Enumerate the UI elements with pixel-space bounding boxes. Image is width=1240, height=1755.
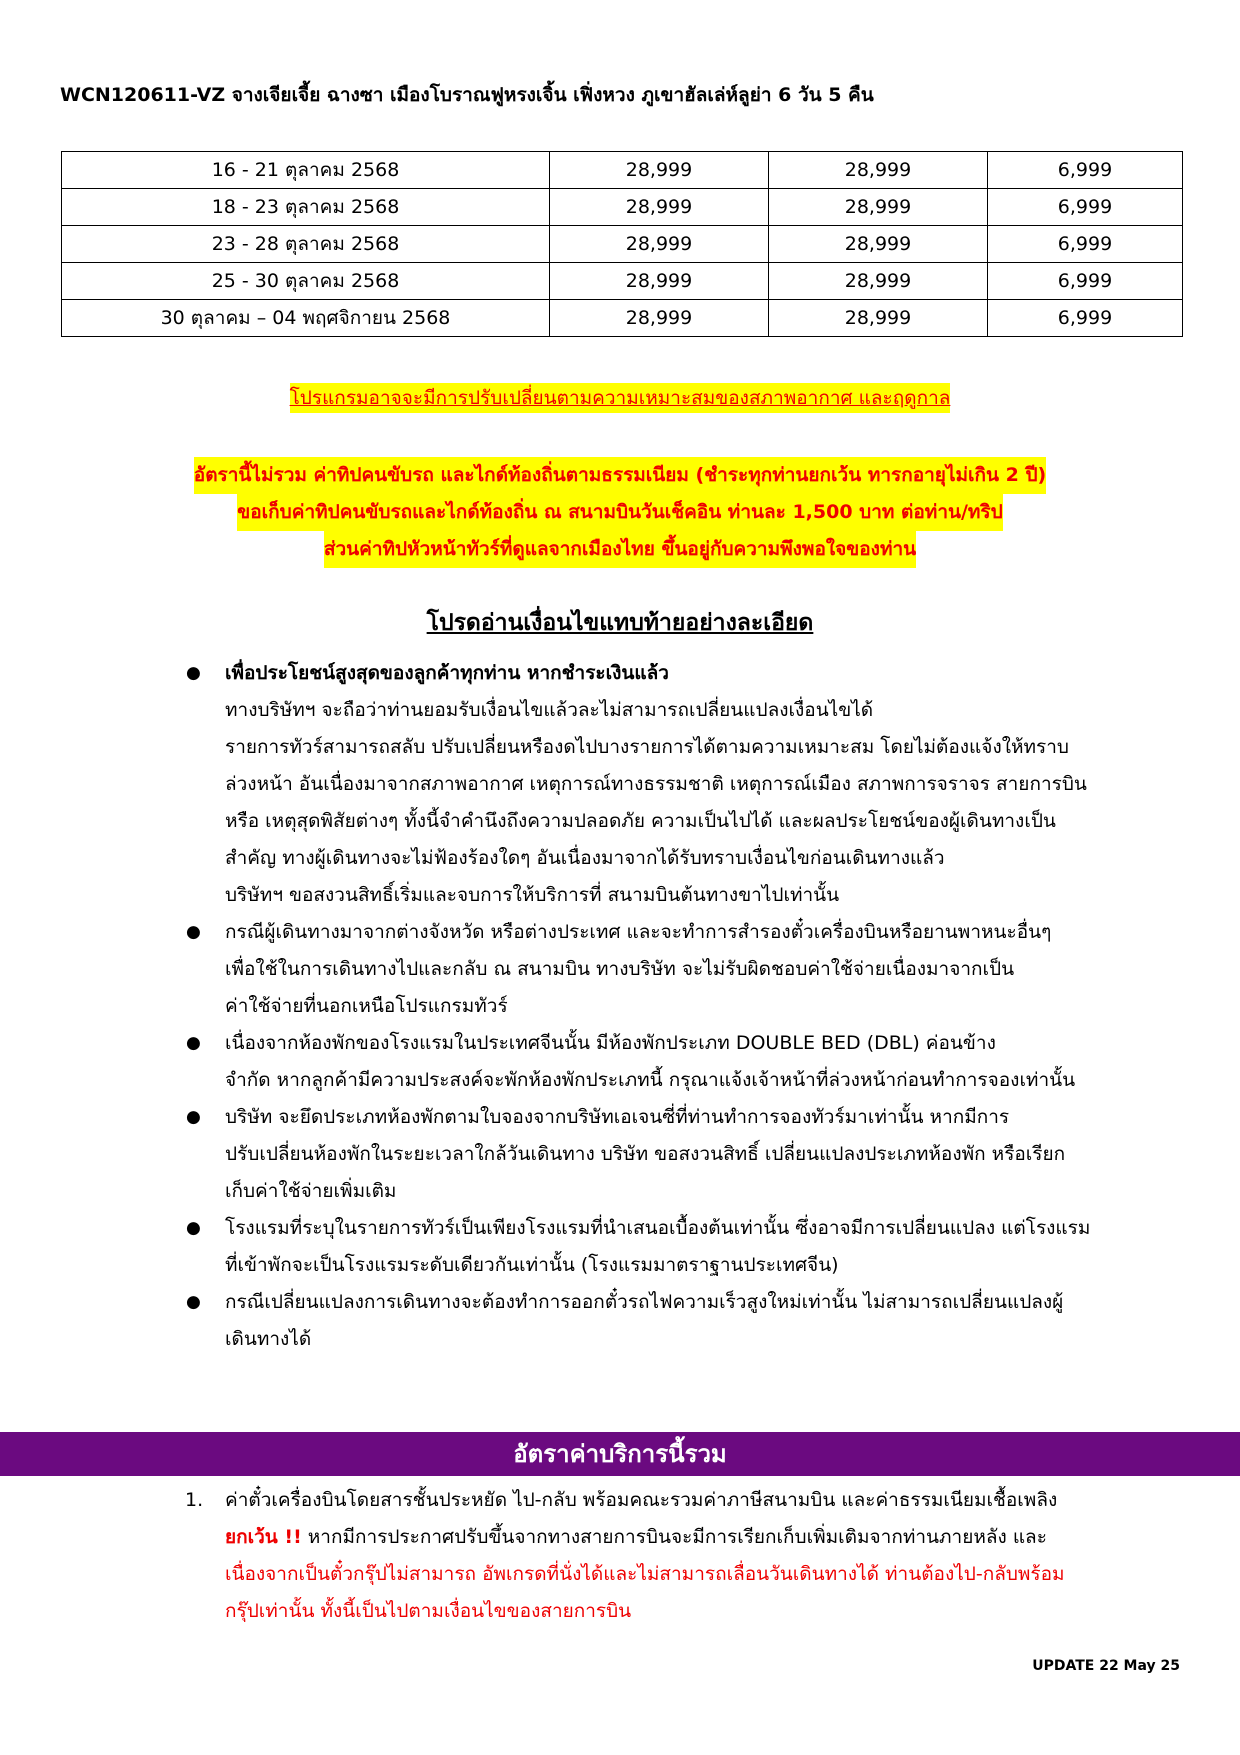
table-row (62, 189, 1183, 226)
tip-line: ส่วนค่าทิปหัวหน้าทัวร์ที่ดูแลจากเมืองไทย ขึ้นอยู่กับความพึงพอใจของท่าน (324, 531, 916, 568)
single-supplement: 6,999 (988, 189, 1183, 226)
condition-line: สำคัญ ทางผู้เดินทางจะไม่ฟ้องร้องใดๆ อันเนื่องมาจากได้รับทราบเงื่อนไขก่อนเดินทางแล้ว (225, 847, 945, 869)
condition-line: เพื่อใช้ในการเดินทางไปและกลับ ณ สนามบิน ทางบริษัท จะไม่รับผิดชอบค่าใช้จ่ายเนื่องมาจากเป็น (225, 958, 1015, 980)
condition-line: ที่เข้าพักจะเป็นโรงแรมระดับเดียวกันเท่านั้น (โรงแรมมาตราฐานประเทศจีน) (225, 1254, 839, 1276)
condition-line: เก็บค่าใช้จ่ายเพิ่มเติม (225, 1180, 397, 1202)
condition-line: รายการทัวร์สามารถสลับ ปรับเปลี่ยนหรืองดไปบางรายการได้ตามความเหมาะสม โดยไม่ต้องแจ้งให้ทราบ (225, 736, 1069, 758)
condition-line: ล่วงหน้า อันเนื่องมาจากสภาพอากาศ เหตุการณ์ทางธรรมชาติ เหตุการณ์เมือง สภาพการจราจร สายการบิน (225, 773, 1087, 795)
included-section-band: อัตราค่าบริการนี้รวม (0, 1432, 1240, 1476)
condition-line: ● กรณีเปลี่ยนแปลงการเดินทางจะต้องทำการออกตั๋วรถไฟความเร็วสูงใหม่เท่านั้น ไม่สามารถเปลี่ยนแปลงผู้ (225, 1291, 1064, 1313)
item-number: 1. (185, 1489, 204, 1511)
condition-line: บริษัทฯ ขอสงวนสิทธิ์เริ่มและจบการให้บริการที่ สนามบินต้นทางขาไปเท่านั้น (225, 884, 840, 906)
adult-price: 28,999 (550, 152, 769, 189)
table-row (62, 152, 1183, 189)
condition-line: ค่าใช้จ่ายที่นอกเหนือโปรแกรมทัวร์ (225, 995, 508, 1017)
condition-line: จำกัด หากลูกค้ามีความประสงค์จะพักห้องพักประเภทนี้ กรุณาแจ้งเจ้าหน้าที่ล่วงหน้าก่อนทำการจองเท่านั้น (225, 1069, 1076, 1091)
child-price: 28,999 (769, 300, 988, 337)
update-date: UPDATE 22 May 25 (1032, 1658, 1180, 1674)
condition-line: หรือ เหตุสุดพิสัยต่างๆ ทั้งนี้จำคำนึงถึงความปลอดภัย ความเป็นไปได้ และผลประโยชน์ของผู้เดินทางเป็น (225, 810, 1056, 832)
list-item (180, 1210, 1190, 1284)
condition-line: เดินทางได้ (225, 1328, 312, 1350)
list-item (180, 914, 1190, 1025)
included-line-text: หากมีการประกาศปรับขึ้นจากทางสายการบินจะมีการเรียกเก็บเพิ่มเติมจากท่านภายหลัง และ (301, 1526, 1047, 1548)
adult-price: 28,999 (550, 300, 769, 337)
page-title: WCN120611-VZ จางเจียเจี้ย ฉางซา เมืองโบราณฟูหรงเจิ้น เฟิ่งหวง ภูเขาฮัลเล่ห์ลูย่า 6 วัน 5 คืน (60, 84, 874, 106)
adult-price: 28,999 (550, 263, 769, 300)
table-row (62, 263, 1183, 300)
condition-line: ● กรณีผู้เดินทางมาจากต่างจังหวัด หรือต่างประเทศ และจะทำการสำรองตั๋วเครื่องบินหรือยานพาหนะอื่นๆ (225, 921, 1052, 943)
price-table (61, 151, 1183, 337)
included-list (185, 1482, 1195, 1630)
single-supplement: 6,999 (988, 152, 1183, 189)
condition-line: ● โรงแรมที่ระบุในรายการทัวร์เป็นเพียงโรงแรมที่นำเสนอเบื้องต้นเท่านั้น ซึ่งอาจมีการเปลี่ยนแปลง แต่โรงแรม (225, 1217, 1091, 1239)
table-row (62, 300, 1183, 337)
list-item (180, 1284, 1190, 1358)
adult-price: 28,999 (550, 226, 769, 263)
list-item (180, 655, 1190, 914)
condition-line: ทางบริษัทฯ จะถือว่าท่านยอมรับเงื่อนไขแล้วละไม่สามารถเปลี่ยนแปลงเงื่อนไขได้ (225, 699, 874, 721)
included-line (225, 1519, 1195, 1556)
condition-line: ● บริษัท จะยึดประเภทห้องพักตามใบจองจากบริษัทเอเจนซี่ที่ท่านทำการจองทัวร์มาเท่านั้น หากมีการ (225, 1106, 1010, 1128)
conditions-title: โปรดอ่านเงื่อนไขแทบท้ายอย่างละเอียด (426, 610, 814, 636)
child-price: 28,999 (769, 226, 988, 263)
conditions-list (180, 655, 1190, 1358)
table-row (62, 226, 1183, 263)
travel-date: 18 - 23 ตุลาคม 2568 (62, 189, 550, 226)
tip-line: อัตรานี้ไม่รวม ค่าทิปคนขับรถ และไกด์ท้องถิ่นตามธรรมเนียม (ชำระทุกท่านยกเว้น ทารกอายุไม่เกิน 2 ปี) (194, 457, 1046, 494)
travel-date: 16 - 21 ตุลาคม 2568 (62, 152, 550, 189)
travel-date: 30 ตุลาคม – 04 พฤศจิกายน 2568 (62, 300, 550, 337)
child-price: 28,999 (769, 263, 988, 300)
included-line: เนื่องจากเป็นตั๋วกรุ๊ปไม่สามารถ อัพเกรดที่นั่งได้และไม่สามารถเลื่อนวันเดินทางได้ ท่านต้องไป-กลับพร้อม (225, 1563, 1065, 1585)
condition-heading: ● เพื่อประโยชน์สูงสุดของลูกค้าทุกท่าน หากชำระเงินแล้ว (225, 662, 669, 684)
single-supplement: 6,999 (988, 226, 1183, 263)
condition-line: ปรับเปลี่ยนห้องพักในระยะเวลาใกล้วันเดินทาง บริษัท ขอสงวนสิทธิ์ เปลี่ยนแปลงประเภทห้องพัก หรือเรียก (225, 1143, 1066, 1165)
list-item (180, 1099, 1190, 1210)
included-line: กรุ๊ปเท่านั้น ทั้งนี้เป็นไปตามเงื่อนไขของสายการบิน (225, 1600, 632, 1622)
condition-line: ● เนื่องจากห้องพักของโรงแรมในประเทศจีนนั้น มีห้องพักประเภท DOUBLE BED (DBL) ค่อนข้าง (225, 1032, 996, 1054)
travel-date: 25 - 30 ตุลาคม 2568 (62, 263, 550, 300)
single-supplement: 6,999 (988, 300, 1183, 337)
child-price: 28,999 (769, 152, 988, 189)
except-label: ยกเว้น !! (225, 1526, 302, 1548)
single-supplement: 6,999 (988, 263, 1183, 300)
child-price: 28,999 (769, 189, 988, 226)
program-change-text: โปรแกรมอาจจะมีการปรับเปลี่ยนตามความเหมาะสมของสภาพอากาศ และฤดูกาล (290, 383, 951, 413)
list-item (180, 1025, 1190, 1099)
included-line: ค่าตั๋วเครื่องบินโดยสารชั้นประหยัด ไป-กลับ พร้อมคณะรวมค่าภาษีสนามบิน และค่าธรรมเนียมเชื้อเพลิง (225, 1489, 1058, 1511)
list-item (185, 1482, 1195, 1630)
travel-date: 23 - 28 ตุลาคม 2568 (62, 226, 550, 263)
tip-notice (0, 457, 1240, 568)
adult-price: 28,999 (550, 189, 769, 226)
program-change-notice (0, 383, 1240, 413)
tip-line: ขอเก็บค่าทิปคนขับรถและไกด์ท้องถิ่น ณ สนามบินวันเช็คอิน ท่านละ 1,500 บาท ต่อท่าน/ทริป (237, 494, 1002, 531)
